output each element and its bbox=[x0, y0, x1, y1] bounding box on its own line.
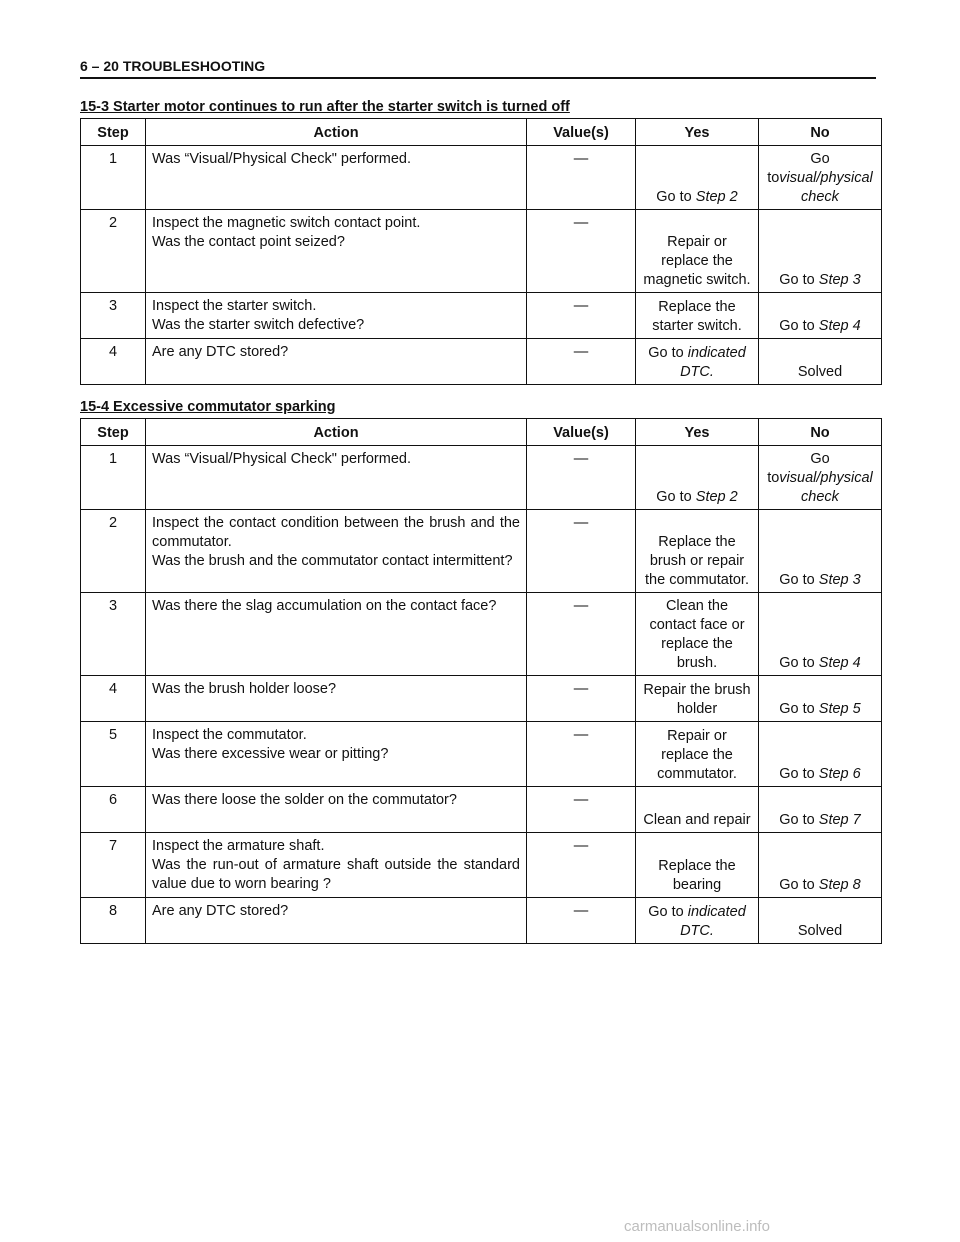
table-row bbox=[81, 833, 882, 898]
action-line: Was the run-out of armature shaft outside the standard value due to worn bearing ? bbox=[152, 857, 520, 892]
yes-text: Replace the bearing bbox=[658, 858, 736, 893]
table-row bbox=[81, 722, 882, 787]
table-row bbox=[81, 339, 882, 385]
troubleshooting-table-15-4 bbox=[80, 418, 882, 944]
action-line: Was there the slag accumulation on the contact face? bbox=[152, 598, 497, 614]
yes-text: Repair or replace the magnetic switch. bbox=[643, 234, 751, 288]
yes-italic-text: Step 2 bbox=[695, 489, 738, 505]
action-cell bbox=[146, 146, 527, 210]
action-cell bbox=[146, 293, 527, 339]
action-line: Inspect the contact condition between the brush and the commutator. bbox=[152, 515, 520, 550]
no-italic-text: visual/physical check bbox=[779, 470, 873, 505]
yes-cell bbox=[636, 787, 759, 833]
no-cell bbox=[759, 293, 882, 339]
no-text: Go to bbox=[779, 766, 819, 782]
step-number: 2 bbox=[81, 210, 146, 293]
yes-cell bbox=[636, 339, 759, 385]
no-cell bbox=[759, 510, 882, 593]
action-line: Inspect the armature shaft. bbox=[152, 838, 325, 854]
action-cell bbox=[146, 446, 527, 510]
action-line: Was “Visual/Physical Check" performed. bbox=[152, 151, 411, 167]
no-italic-text: Step 6 bbox=[818, 766, 861, 782]
table-row bbox=[81, 510, 882, 593]
no-cell bbox=[759, 676, 882, 722]
yes-cell bbox=[636, 146, 759, 210]
action-cell bbox=[146, 339, 527, 385]
step-number: 1 bbox=[81, 446, 146, 510]
step-number: 6 bbox=[81, 787, 146, 833]
yes-cell bbox=[636, 593, 759, 676]
no-italic-text: Step 3 bbox=[818, 572, 861, 588]
action-line: Are any DTC stored? bbox=[152, 344, 289, 360]
action-line: Was the starter switch defective? bbox=[152, 317, 365, 333]
action-cell bbox=[146, 722, 527, 787]
yes-italic-text: indicated DTC. bbox=[680, 345, 746, 380]
no-italic-text: Step 3 bbox=[818, 272, 861, 288]
step-number: 2 bbox=[81, 510, 146, 593]
no-text: Go to bbox=[779, 655, 819, 671]
no-italic-text: visual/physical check bbox=[779, 170, 873, 205]
yes-italic-text: Step 2 bbox=[695, 189, 738, 205]
action-line: Was the brush and the commutator contact intermittent? bbox=[152, 553, 513, 569]
value-cell: — bbox=[527, 510, 636, 593]
no-cell bbox=[759, 833, 882, 898]
column-header-value: Value(s) bbox=[527, 419, 636, 446]
action-line: Was there excessive wear or pitting? bbox=[152, 746, 389, 762]
yes-italic-text: indicated DTC. bbox=[680, 904, 746, 939]
yes-cell bbox=[636, 210, 759, 293]
watermark: carmanualsonline.info bbox=[624, 1218, 770, 1235]
yes-cell bbox=[636, 676, 759, 722]
no-italic-text: Step 5 bbox=[818, 701, 861, 717]
value-cell: — bbox=[527, 446, 636, 510]
action-line: Inspect the starter switch. bbox=[152, 298, 317, 314]
no-text: Solved bbox=[797, 923, 843, 939]
table-row bbox=[81, 146, 882, 210]
yes-cell bbox=[636, 898, 759, 944]
action-line: Was there loose the solder on the commutator? bbox=[152, 792, 457, 808]
action-cell bbox=[146, 898, 527, 944]
step-number: 8 bbox=[81, 898, 146, 944]
yes-text: Repair the brush holder bbox=[643, 682, 751, 717]
action-cell bbox=[146, 833, 527, 898]
yes-cell bbox=[636, 446, 759, 510]
yes-cell bbox=[636, 722, 759, 787]
no-cell bbox=[759, 210, 882, 293]
section-title-15-4: 15-4 Excessive commutator sparking bbox=[80, 399, 336, 415]
troubleshooting-table-15-3 bbox=[80, 118, 882, 385]
yes-text: Go to bbox=[656, 189, 696, 205]
step-number: 7 bbox=[81, 833, 146, 898]
table-row bbox=[81, 787, 882, 833]
no-text: Go to bbox=[779, 877, 819, 893]
column-header-step: Step bbox=[81, 119, 146, 146]
value-cell: — bbox=[527, 339, 636, 385]
action-line: Was the brush holder loose? bbox=[152, 681, 337, 697]
action-line: Inspect the magnetic switch contact point. bbox=[152, 215, 421, 231]
step-number: 4 bbox=[81, 676, 146, 722]
value-cell: — bbox=[527, 146, 636, 210]
action-cell bbox=[146, 787, 527, 833]
table-row bbox=[81, 593, 882, 676]
column-header-action: Action bbox=[146, 119, 527, 146]
page-header: 6 – 20 TROUBLESHOOTING bbox=[80, 58, 876, 79]
no-text: Go to bbox=[767, 451, 830, 486]
action-line: Was the contact point seized? bbox=[152, 234, 345, 250]
table-row bbox=[81, 676, 882, 722]
column-header-no: No bbox=[759, 419, 882, 446]
value-cell: — bbox=[527, 293, 636, 339]
no-cell bbox=[759, 446, 882, 510]
yes-text: Go to bbox=[656, 489, 696, 505]
column-header-action: Action bbox=[146, 419, 527, 446]
column-header-no: No bbox=[759, 119, 882, 146]
no-text: Go to bbox=[779, 572, 819, 588]
action-cell bbox=[146, 210, 527, 293]
action-line: Are any DTC stored? bbox=[152, 903, 289, 919]
no-cell bbox=[759, 593, 882, 676]
no-cell bbox=[759, 146, 882, 210]
value-cell: — bbox=[527, 676, 636, 722]
value-cell: — bbox=[527, 898, 636, 944]
action-line: Inspect the commutator. bbox=[152, 727, 307, 743]
no-italic-text: Step 4 bbox=[818, 318, 861, 334]
action-cell bbox=[146, 510, 527, 593]
value-cell: — bbox=[527, 722, 636, 787]
no-italic-text: Step 4 bbox=[818, 655, 861, 671]
step-number: 3 bbox=[81, 293, 146, 339]
no-text: Go to bbox=[779, 701, 819, 717]
no-cell bbox=[759, 722, 882, 787]
no-text: Go to bbox=[767, 151, 830, 186]
table-header-row bbox=[81, 119, 882, 146]
table-row bbox=[81, 898, 882, 944]
step-number: 4 bbox=[81, 339, 146, 385]
no-cell bbox=[759, 339, 882, 385]
no-text: Go to bbox=[779, 272, 819, 288]
step-number: 3 bbox=[81, 593, 146, 676]
section-title-15-3: 15-3 Starter motor continues to run after the starter switch is turned off bbox=[80, 99, 570, 115]
yes-cell bbox=[636, 293, 759, 339]
action-cell bbox=[146, 593, 527, 676]
table-row bbox=[81, 293, 882, 339]
no-cell bbox=[759, 898, 882, 944]
action-cell bbox=[146, 676, 527, 722]
value-cell: — bbox=[527, 210, 636, 293]
step-number: 1 bbox=[81, 146, 146, 210]
yes-text: Clean the contact face or replace the brush. bbox=[649, 598, 745, 671]
table-row bbox=[81, 210, 882, 293]
value-cell: — bbox=[527, 787, 636, 833]
step-number: 5 bbox=[81, 722, 146, 787]
yes-text: Replace the brush or repair the commutator. bbox=[645, 534, 749, 588]
value-cell: — bbox=[527, 833, 636, 898]
value-cell: — bbox=[527, 593, 636, 676]
action-line: Was “Visual/Physical Check" performed. bbox=[152, 451, 411, 467]
yes-text: Replace the starter switch. bbox=[652, 299, 742, 334]
table-header-row bbox=[81, 419, 882, 446]
column-header-value: Value(s) bbox=[527, 119, 636, 146]
no-italic-text: Step 7 bbox=[818, 812, 861, 828]
column-header-yes: Yes bbox=[636, 419, 759, 446]
column-header-yes: Yes bbox=[636, 119, 759, 146]
yes-cell bbox=[636, 510, 759, 593]
no-text: Go to bbox=[779, 318, 819, 334]
yes-text: Go to bbox=[648, 345, 688, 361]
yes-text: Clean and repair bbox=[643, 812, 751, 828]
yes-text: Repair or replace the commutator. bbox=[657, 728, 737, 782]
no-text: Go to bbox=[779, 812, 819, 828]
yes-cell bbox=[636, 833, 759, 898]
no-text: Solved bbox=[797, 364, 843, 380]
no-italic-text: Step 8 bbox=[818, 877, 861, 893]
table-row bbox=[81, 446, 882, 510]
no-cell bbox=[759, 787, 882, 833]
yes-text: Go to bbox=[648, 904, 688, 920]
column-header-step: Step bbox=[81, 419, 146, 446]
